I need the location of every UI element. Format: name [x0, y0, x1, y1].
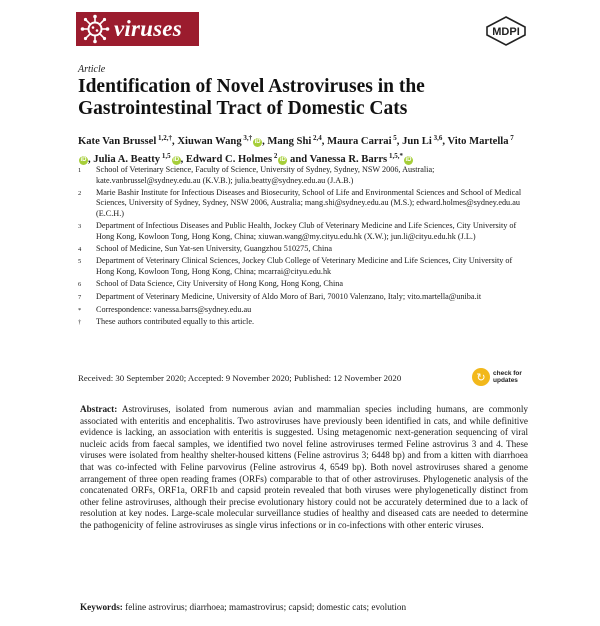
affiliation-item	[78, 244, 528, 256]
journal-name: viruses	[114, 16, 182, 41]
author	[327, 136, 397, 147]
affiliation-number: *	[78, 306, 82, 314]
abstract-label: Abstract:	[80, 404, 118, 414]
affiliation-item	[78, 256, 528, 278]
affiliation-number: 1	[78, 167, 82, 174]
author-name: Jun Li	[402, 136, 432, 147]
author-affiliation-mark: 2,4	[311, 134, 322, 142]
author-affiliation-mark: 3,†	[241, 134, 253, 142]
author-name: Julia A. Beatty	[93, 154, 161, 165]
journal-logo	[76, 12, 199, 46]
author-affiliation-mark: 1,5	[160, 152, 171, 160]
author-affiliation-mark: 1,5,*	[387, 152, 403, 160]
affiliation-text: School of Medicine, Sun Yat-sen University, Guangzhou 510275, China	[96, 243, 332, 253]
orcid-icon[interactable]: iD	[279, 157, 286, 163]
author	[78, 136, 172, 147]
affiliation-item	[78, 305, 528, 317]
affiliation-text: These authors contributed equally to this article.	[96, 317, 255, 327]
virus-icon	[80, 14, 110, 44]
author-list: Kate Van Brussel $^{1,2,\dagger}$, Xiuwan Wang $^{3,\dagger}$ iD , Mang Shi $^{2,4}$, Maura Carrai $^5$, Jun Li $^{3,6}$, Vito Martella $^7$iD , Julia A. Beatty $^{1,5}$ iD , Edward C. Holmes $^2$ iD and Vanessa R. Barrs $^{1,5,*}$ iD	[78, 134, 514, 165]
affiliation-item	[78, 317, 528, 329]
author-name: Kate Van Brussel	[78, 136, 157, 147]
article-type: Article	[78, 64, 106, 75]
check-for-updates-badge[interactable]	[472, 365, 532, 389]
publication-dates: Received: 30 September 2020; Accepted: 9 November 2020; Published: 12 November 2020	[78, 373, 402, 383]
orcid-icon[interactable]: iD	[80, 157, 87, 163]
keywords-label: Keywords:	[80, 602, 123, 612]
badge-line-1: check for	[493, 369, 522, 377]
affiliation-item	[78, 279, 528, 291]
keywords-text: feline astrovirus; diarrhoea; mamastrovirus; capsid; domestic cats; evolution	[125, 602, 407, 612]
author-name: Mang Shi	[267, 136, 312, 147]
affiliation-number: 7	[78, 293, 82, 301]
author	[402, 136, 442, 147]
affiliation-text: Department of Infectious Diseases and Public Health, Jockey Club of Veterinary Medicine and Life Sciences, City University of Hong Kong, Kowloon Tong, Hong Kong, China; xiuwan.wang@my.cityu.edu.hk (X.W.); jun.li@cityu.edu.hk (J.L.)	[96, 220, 517, 241]
affiliation-text: Marie Bashir Institute for Infectious Diseases and Biosecurity, School of Life and Environmental Sciences and School of Medical Sciences, University of Sydney, Sydney, NSW 2006, Australia; mang.shi@sydney.edu.au (M.S.); edward.holmes@sydney.edu.au (E.C.H.)	[96, 187, 522, 219]
author-affiliation-mark: 2	[272, 152, 278, 160]
affiliation-text: School of Veterinary Science, Faculty of Science, University of Sydney, Sydney, NSW 2006, Australia; kate.vanbrussel@sydney.edu.au (K.V.B.); julia.beatty@sydney.edu.au (J.A.B.)	[96, 165, 435, 185]
author-name: Edward C. Holmes	[185, 154, 273, 165]
author	[93, 154, 180, 165]
affiliation-number: 5	[78, 258, 82, 266]
author	[177, 136, 262, 147]
affiliation-item	[78, 165, 528, 187]
orcid-icon[interactable]: iD	[254, 139, 261, 145]
affiliation-text: Correspondence: vanessa.barrs@sydney.edu.au	[96, 304, 252, 314]
author-affiliation-mark: 7	[508, 134, 514, 142]
publisher-name: MDPI	[492, 26, 520, 38]
affiliation-text: Department of Veterinary Medicine, University of Aldo Moro of Bari, 70010 Valenzano, Italy; vito.martella@uniba.it	[96, 291, 482, 301]
affiliation-number: 6	[78, 280, 82, 288]
author-affiliation-mark: 3,6	[431, 134, 443, 142]
abstract-text: Astroviruses, isolated from numerous avian and mammalian species including humans, are commonly associated with enteritis and encephalitis. Two astroviruses have previously been identified in cats, and while definitive evidence is lacking, an association with enteritis is suggested. Using metagenomic next-generation sequencing of viral nucleic acids from faecal samples, we identified two novel feline astroviruses termed Feline astrovirus 3 and 4. These viruses were isolated from healthy shelter-housed kittens (Feline astrovirus 3; 6448 bp) and from a kitten with diarrhoea that was co-infected with Feline parvovirus (Feline astrovirus 4, 6549 bp). Both novel astroviruses shared a genome arrangement of three open reading frames (ORFs) comparable to that of other astroviruses. Phylogenetic analysis of the concatenated ORFs, ORF1a, ORF1b and capsid protein revealed that both viruses were phylogenetically distinct from other feline astroviruses, although their precise evolutionary history could not be accurately determined due to a lack of resolution at key nodes. Large-scale molecular surveillance studies of healthy and diseased cats are needed to determine the pathogenicity of feline astroviruses as single virus infections or in co-infections with other enteric viruses.	[80, 404, 528, 530]
badge-line-2: updates	[493, 377, 518, 384]
refresh-icon: ↻	[472, 368, 490, 386]
affiliation-list	[78, 165, 528, 330]
abstract	[80, 404, 528, 532]
author-name: Xiuwan Wang	[177, 136, 242, 147]
author	[310, 154, 413, 165]
affiliation-number: 2	[78, 189, 82, 197]
author-affiliation-mark: 5	[391, 134, 397, 142]
affiliation-item	[78, 292, 528, 304]
orcid-icon[interactable]: iD	[405, 157, 412, 163]
author-name: Vanessa R. Barrs	[309, 154, 388, 165]
author-name: Vito Martella	[447, 136, 509, 147]
affiliation-text: School of Data Science, City University of Hong Kong, Hong Kong, China	[96, 278, 343, 288]
keywords	[80, 602, 528, 612]
author	[186, 154, 287, 165]
affiliation-number: 3	[78, 222, 82, 230]
affiliation-text: Department of Veterinary Clinical Sciences, Jockey Club College of Veterinary Medicine and Life Sciences, City University of Hong Kong, Kowloon Tong, Hong Kong, China; mcarrai@cityu.edu.hk	[96, 256, 513, 277]
orcid-icon[interactable]: iD	[173, 157, 180, 163]
affiliation-number: †	[78, 319, 82, 327]
affiliation-number: 4	[78, 245, 82, 253]
author-affiliation-mark: 1,2,†	[156, 134, 173, 142]
affiliation-item	[78, 221, 528, 243]
author	[267, 136, 321, 147]
mdpi-logo	[484, 16, 528, 46]
author-name: Maura Carrai	[327, 136, 392, 147]
paper-title: Identification of Novel Astroviruses in the Gastrointestinal Tract of Domestic Cats	[78, 76, 425, 119]
affiliation-item	[78, 188, 528, 220]
